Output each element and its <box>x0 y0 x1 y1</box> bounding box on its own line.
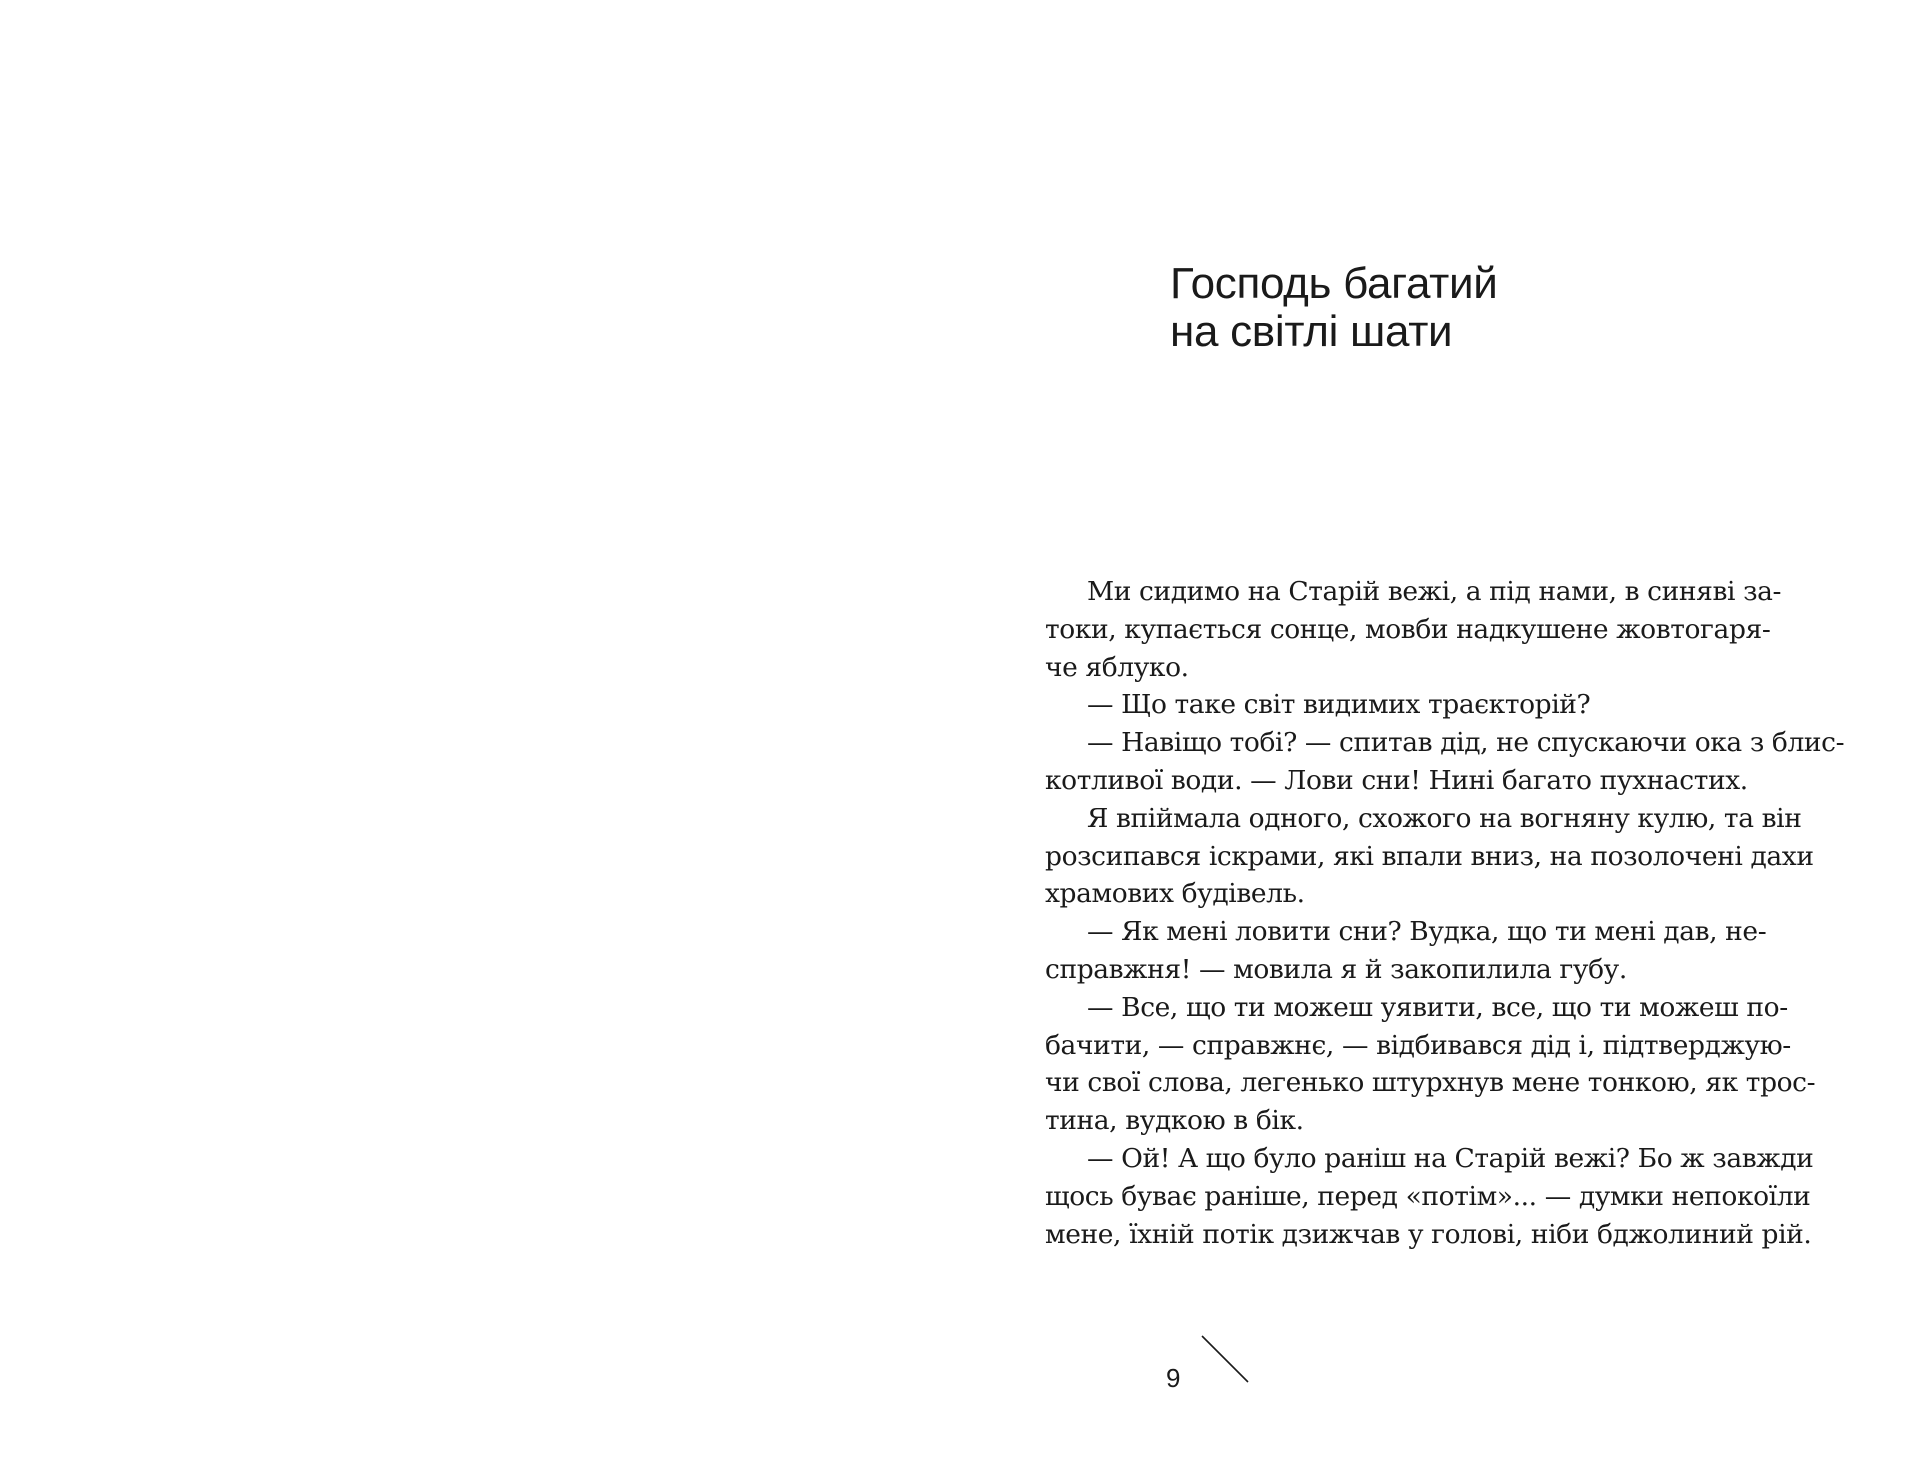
text-line: чи свої слова, легенько штурхнув мене тонкою, як трос- <box>1045 1067 1816 1099</box>
chapter-title <box>1170 260 1498 356</box>
text-line: — Як мені ловити сни? Вудка, що ти мені дав, не- <box>1087 916 1767 948</box>
text-line: мене, їхній потік дзижчав у голові, ніби бджолиний рій. <box>1045 1218 1812 1250</box>
text-line: — Що таке світ видимих траєкторій? <box>1087 689 1591 721</box>
chapter-title-line-1: Господь багатий <box>1170 259 1498 308</box>
text-line: Я впіймала одного, схожого на вогняну кулю, та він <box>1087 802 1802 834</box>
text-line: храмових будівель. <box>1045 878 1305 910</box>
text-line: справжня! — мовила я й закопилила губу. <box>1045 953 1627 985</box>
text-line: тина, вудкою в бік. <box>1045 1105 1304 1137</box>
right-page <box>960 0 1920 1475</box>
text-line: — Все, що ти можеш уявити, все, що ти можеш по- <box>1087 991 1788 1023</box>
text-line: — Навіщо тобі? — спитав дід, не спускаючи ока з блис- <box>1087 727 1845 759</box>
text-line: — Ой! А що було раніш на Старій вежі? Бо ж завжди <box>1087 1142 1814 1174</box>
text-line: бачити, — справжнє, — відбивався дід і, підтверджую- <box>1045 1029 1791 1061</box>
text-line: токи, купається сонце, мовби надкушене жовтогаря- <box>1045 613 1771 645</box>
folio-slash-mark <box>1200 1334 1250 1384</box>
text-line: че яблуко. <box>1045 651 1189 683</box>
body-text <box>1045 573 1845 1253</box>
text-line: щось буває раніше, перед «потім»... — думки непокоїли <box>1045 1180 1811 1212</box>
chapter-title-line-2: на світлі шати <box>1170 307 1453 356</box>
text-line: котливої води. — Лови сни! Нині багато пухнастих. <box>1045 764 1748 796</box>
text-line: розсипався іскрами, які впали вниз, на позолочені дахи <box>1045 840 1814 872</box>
text-line: Ми сидимо на Старій вежі, а під нами, в синяві за- <box>1087 576 1782 607</box>
page-number: 9 <box>1166 1363 1181 1393</box>
